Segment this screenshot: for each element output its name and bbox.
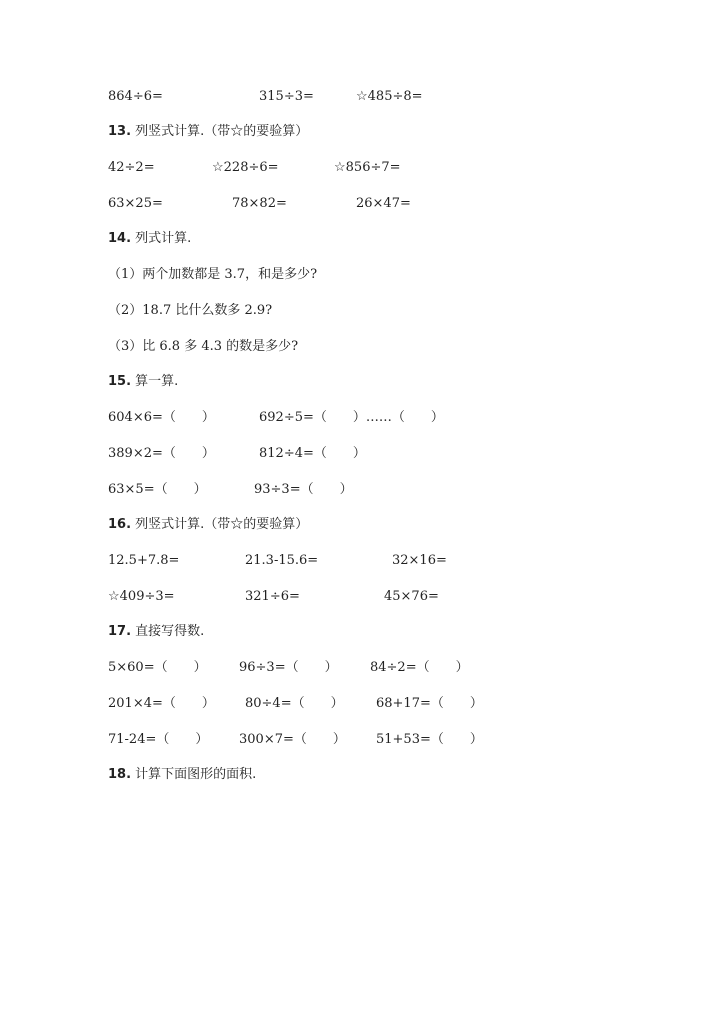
- question-number: 13.: [108, 124, 132, 139]
- question-number: 14.: [108, 231, 132, 246]
- question-title: 算一算.: [135, 374, 179, 389]
- problem: 604×6=（ ）: [108, 410, 215, 425]
- problem: 78×82=: [232, 196, 287, 211]
- word-problem: （2）18.7 比什么数多 2.9?: [108, 303, 273, 318]
- problem: 315÷3=: [259, 89, 314, 104]
- question-15-heading: [108, 374, 178, 390]
- question-18-heading: [108, 767, 256, 783]
- problem: 32×16=: [392, 553, 447, 568]
- question-14-heading: [108, 231, 191, 247]
- question-title: 计算下面图形的面积.: [135, 767, 257, 782]
- problem: 45×76=: [384, 589, 439, 604]
- problem: 812÷4=（ ）: [259, 446, 366, 461]
- problem: 12.5+7.8=: [108, 553, 180, 568]
- problem: 21.3-15.6=: [245, 553, 319, 568]
- question-number: 18.: [108, 767, 132, 782]
- problem: 80÷4=（ ）: [245, 696, 344, 711]
- problem: ☆856÷7=: [334, 160, 401, 175]
- problem: ☆485÷8=: [356, 89, 423, 104]
- question-13-heading: [108, 124, 308, 140]
- problem: 96÷3=（ ）: [239, 660, 338, 675]
- problem: ☆228÷6=: [212, 160, 279, 175]
- question-number: 17.: [108, 624, 132, 639]
- problem: 692÷5=（ ）……（ ）: [259, 410, 444, 425]
- problem: ☆409÷3=: [108, 589, 175, 604]
- problem: 63×25=: [108, 196, 163, 211]
- problem: 5×60=（ ）: [108, 660, 207, 675]
- problem: 26×47=: [356, 196, 411, 211]
- problem: 51+53=（ ）: [376, 732, 483, 747]
- question-number: 15.: [108, 374, 132, 389]
- question-title: 列竖式计算.（带☆的要验算）: [135, 124, 309, 139]
- question-17-heading: [108, 624, 204, 640]
- problem: 42÷2=: [108, 160, 155, 175]
- problem: 321÷6=: [245, 589, 300, 604]
- problem: 300×7=（ ）: [239, 732, 346, 747]
- problem: 864÷6=: [108, 89, 163, 104]
- word-problem: （3）比 6.8 多 4.3 的数是多少?: [108, 339, 299, 354]
- question-16-heading: [108, 517, 308, 533]
- problem: 68+17=（ ）: [376, 696, 483, 711]
- question-title: 列竖式计算.（带☆的要验算）: [135, 517, 309, 532]
- problem: 201×4=（ ）: [108, 696, 215, 711]
- problem: 63×5=（ ）: [108, 482, 207, 497]
- question-number: 16.: [108, 517, 132, 532]
- problem: 71-24=（ ）: [108, 732, 209, 747]
- problem: 93÷3=（ ）: [254, 482, 353, 497]
- problem: 389×2=（ ）: [108, 446, 215, 461]
- problem: 84÷2=（ ）: [370, 660, 469, 675]
- word-problem: （1）两个加数都是 3.7，和是多少?: [108, 267, 318, 282]
- question-title: 列式计算.: [135, 231, 192, 246]
- question-title: 直接写得数.: [135, 624, 205, 639]
